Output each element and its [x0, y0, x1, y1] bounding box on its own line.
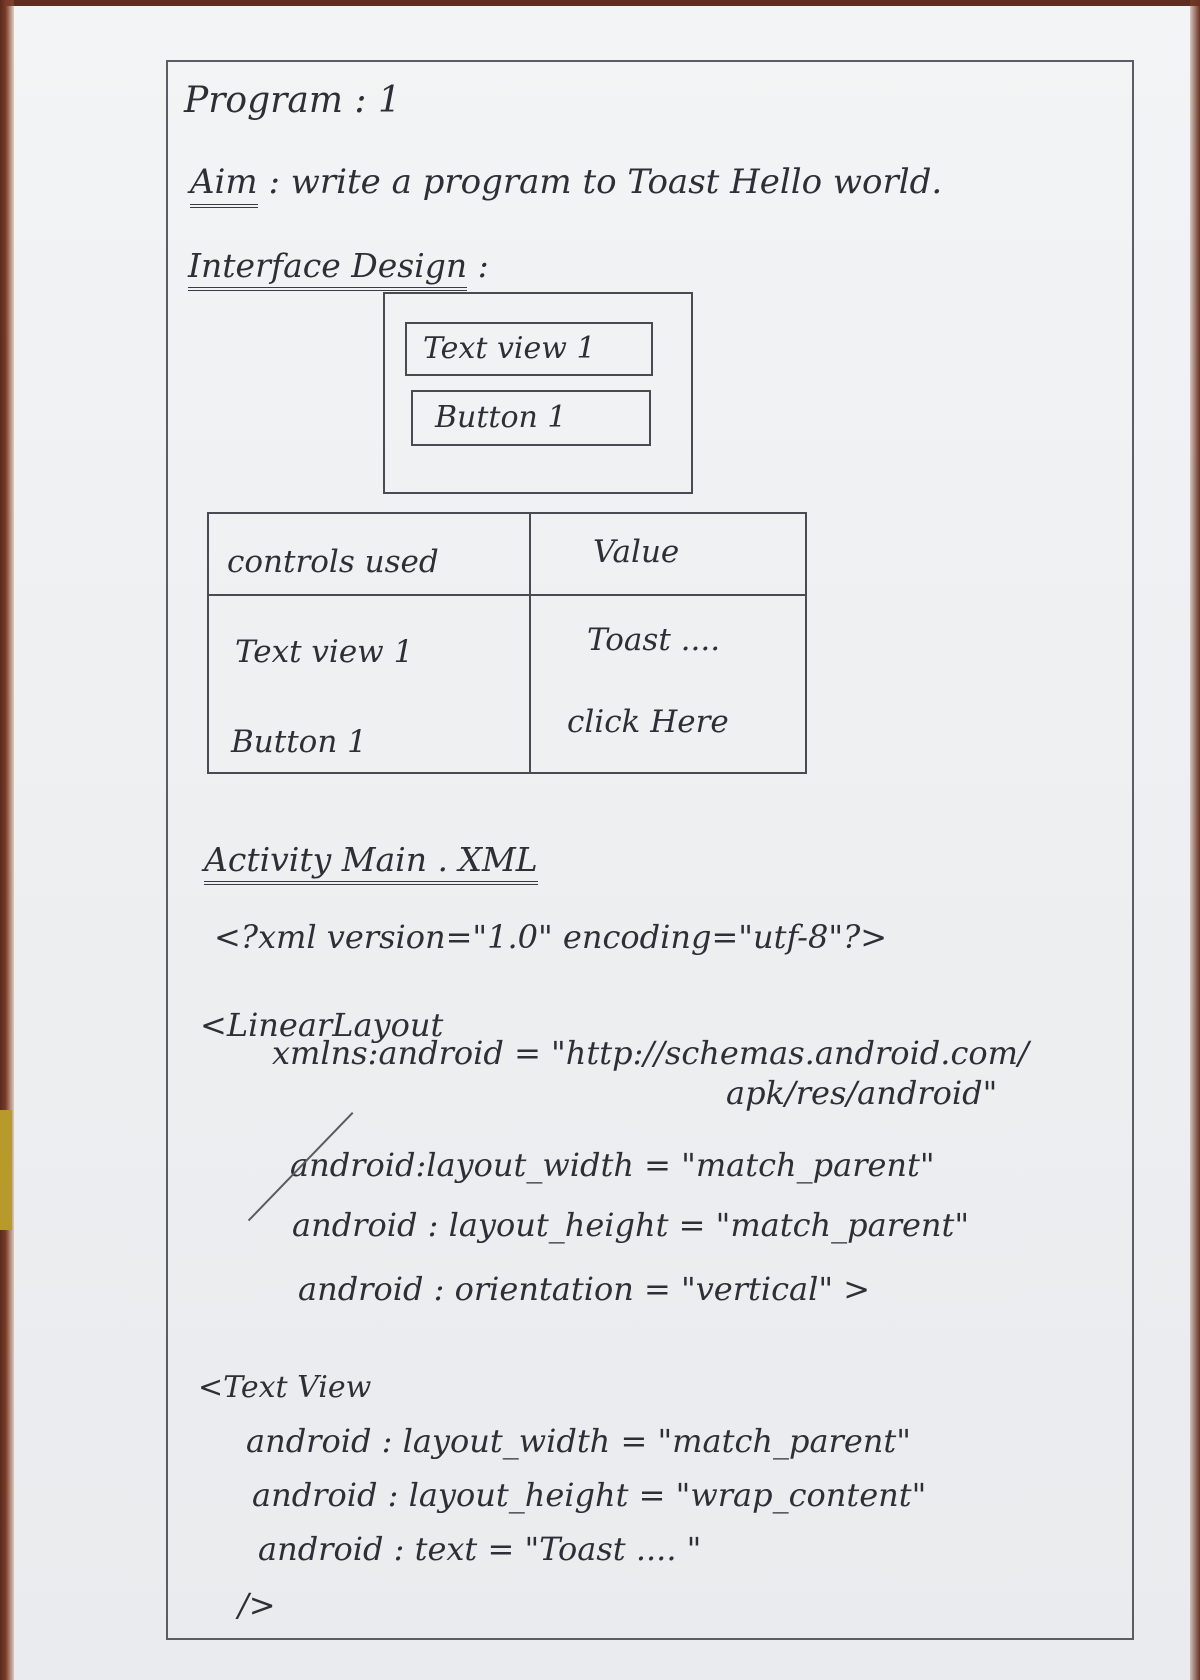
code-line-tv-height: android : layout_height = "wrap_content": [252, 1476, 927, 1514]
table-cell-value-1: Toast ....: [587, 622, 721, 658]
code-line-orientation: android : orientation = "vertical" >: [298, 1270, 871, 1308]
mock-textview: Text view 1: [405, 322, 653, 376]
page-edge-left: [0, 0, 14, 1680]
mock-button: Button 1: [411, 390, 651, 446]
code-line-tv-text: android : text = "Toast .... ": [258, 1530, 702, 1568]
table-cell-value-2: click Here: [567, 704, 729, 740]
page-edge-top: [0, 0, 1200, 6]
activity-main-heading: [204, 840, 538, 879]
table-column-divider: [529, 514, 531, 772]
table-cell-control-2: Button 1: [231, 724, 367, 760]
aim-line: [190, 162, 942, 202]
controls-table: [207, 512, 807, 774]
page-edge-left-highlight: [0, 1110, 12, 1230]
program-title: Program : 1: [184, 80, 401, 121]
code-line-xml-declaration: <?xml version="1.0" encoding="utf-8"?>: [214, 918, 888, 956]
code-line-linearlayout-open: <LinearLayout: [200, 1006, 444, 1044]
code-line-tv-width: android : layout_width = "match_parent": [246, 1422, 911, 1460]
code-line-self-close: />: [238, 1586, 276, 1624]
interface-design-suffix: :: [477, 246, 489, 285]
table-header-controls: controls used: [227, 544, 439, 580]
aim-text: : write a program to Toast Hello world.: [268, 162, 943, 202]
table-header-divider: [209, 594, 805, 596]
code-line-layout-height: android : layout_height = "match_parent": [292, 1206, 970, 1244]
interface-design-mockup: [383, 292, 693, 494]
interface-design-heading: [188, 246, 489, 285]
code-line-layout-width: android:layout_width = "match_parent": [290, 1146, 935, 1184]
activity-main-label: Activity Main . XML: [204, 840, 538, 885]
page-edge-right: [1190, 0, 1200, 1680]
interface-design-label: Interface Design: [188, 246, 467, 291]
code-line-xmlns-continued: apk/res/android": [726, 1074, 998, 1112]
code-line-xmlns: xmlns:android = "http://schemas.android.com/: [272, 1034, 1029, 1072]
aim-label: Aim: [190, 162, 258, 208]
code-line-textview-open: <Text View: [198, 1370, 372, 1405]
table-header-value: Value: [593, 534, 680, 570]
table-cell-control-1: Text view 1: [235, 634, 414, 670]
